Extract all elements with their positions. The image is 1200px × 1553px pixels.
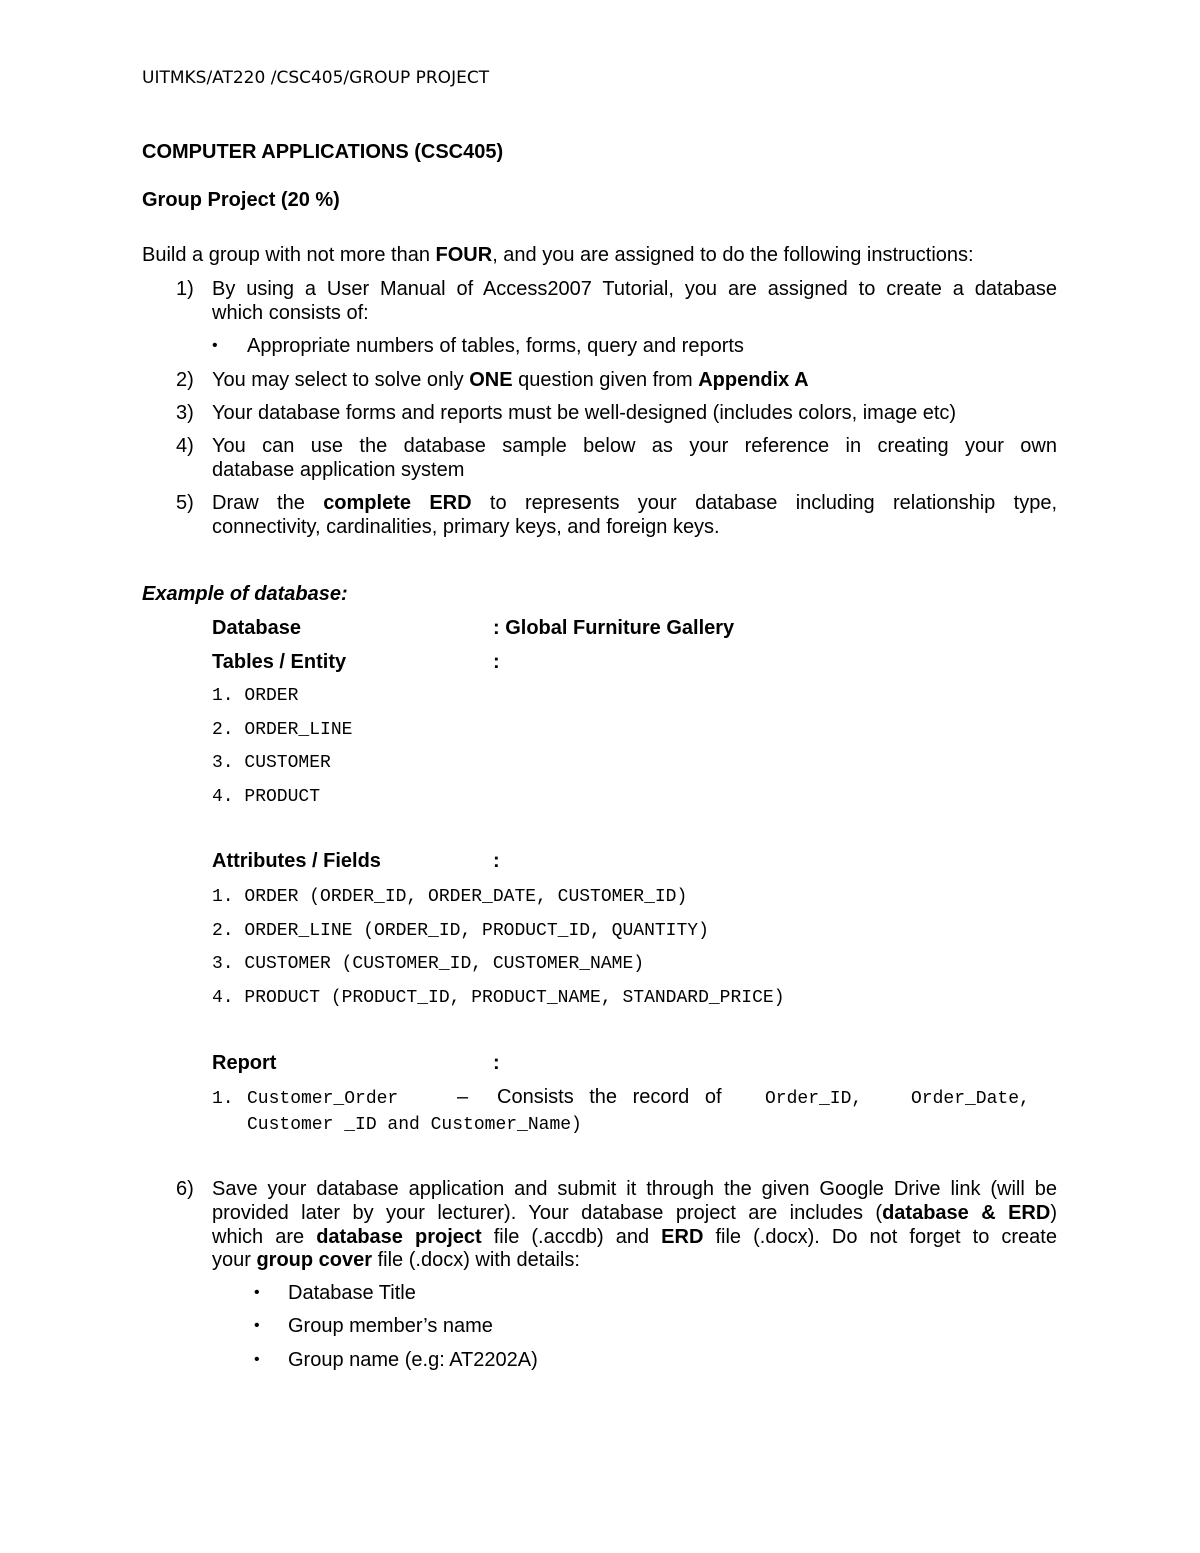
bullet-icon: • — [254, 1284, 260, 1301]
instruction-5-line-2: connectivity, cardinalities, primary keys, and foreign keys. — [212, 516, 720, 538]
report-code-customer-order: Customer_Order — [247, 1089, 399, 1109]
report-code-order-date: Order_Date, — [911, 1089, 1030, 1109]
report-colon: : — [493, 1052, 500, 1074]
detail-item: Group name (e.g: AT2202A) — [288, 1349, 538, 1371]
instruction-2-bold-one: ONE — [469, 369, 513, 391]
example-heading: Example of database: — [142, 583, 348, 605]
report-dash: – — [457, 1086, 469, 1108]
intro-text-post: , and you are assigned to do the following instructions: — [492, 244, 974, 266]
instruction-5-post: to represents your database including relationship type, — [471, 492, 1057, 514]
attributes-colon: : — [493, 850, 500, 872]
document-subtitle: Group Project (20 %) — [142, 189, 340, 211]
instruction-6-line-4-bold: group cover — [256, 1249, 373, 1271]
instruction-1-bullet: Appropriate numbers of tables, forms, query and reports — [247, 335, 744, 357]
instruction-1-line-2: which consists of: — [212, 302, 369, 324]
instruction-1-line-1: By using a User Manual of Access2007 Tutorial, you are assigned to create a database — [212, 278, 1057, 300]
instruction-2-bold-appendix: Appendix A — [698, 369, 809, 391]
instruction-number: 2) — [176, 369, 194, 391]
instruction-6-line-2-pre: provided later by your lecturer). Your database project are includes ( — [212, 1202, 883, 1224]
intro-paragraph — [142, 244, 974, 267]
tables-label: Tables / Entity — [212, 651, 347, 673]
database-label: Database — [212, 617, 301, 639]
instruction-number: 5) — [176, 492, 194, 514]
instruction-4-line-2: database application system — [212, 459, 465, 481]
instruction-number: 4) — [176, 435, 194, 457]
instruction-6-line-2-bold: database & ERD — [882, 1202, 1051, 1224]
instruction-6-line-3 — [212, 1226, 1057, 1250]
bullet-icon: • — [254, 1317, 260, 1334]
tables-colon: : — [493, 651, 500, 673]
detail-item: Group member’s name — [288, 1315, 493, 1337]
instruction-6-line-3-bold-project: database project — [316, 1226, 482, 1248]
attribute-item: 2. ORDER_LINE (ORDER_ID, PRODUCT_ID, QUANTITY) — [212, 921, 709, 941]
instruction-6-line-4-pre: your — [212, 1249, 257, 1271]
instruction-6-line-3-bold-erd: ERD — [661, 1226, 704, 1248]
table-item: 4. PRODUCT — [212, 787, 321, 807]
intro-text-pre: Build a group with not more than — [142, 244, 436, 266]
table-item: 1. ORDER — [212, 686, 299, 706]
instruction-6-line-4 — [212, 1249, 580, 1272]
attributes-label: Attributes / Fields — [212, 850, 381, 872]
instruction-number: 6) — [176, 1178, 194, 1200]
report-label: Report — [212, 1052, 277, 1074]
instruction-3: Your database forms and reports must be well-designed (includes colors, image etc) — [212, 402, 957, 424]
attribute-item: 3. CUSTOMER (CUSTOMER_ID, CUSTOMER_NAME) — [212, 954, 645, 974]
instruction-6-line-3-post: file (.docx). Do not forget to create — [703, 1226, 1057, 1248]
document-title: COMPUTER APPLICATIONS (CSC405) — [142, 141, 504, 163]
instruction-6-line-1: Save your database application and submit it through the given Google Drive link (will be — [212, 1178, 1057, 1200]
attribute-item: 1. ORDER (ORDER_ID, ORDER_DATE, CUSTOMER_ID) — [212, 887, 688, 907]
report-number: 1. — [212, 1089, 234, 1109]
instruction-number: 1) — [176, 278, 194, 300]
instruction-6-line-3-mid: file (.accdb) and — [481, 1226, 662, 1248]
instruction-5-bold: complete ERD — [323, 492, 472, 514]
detail-item: Database Title — [288, 1282, 416, 1304]
instruction-6-line-2-post: ) — [1050, 1202, 1057, 1224]
report-code-order-id: Order_ID, — [765, 1089, 863, 1109]
instruction-number: 3) — [176, 402, 194, 424]
instruction-5-pre: Draw the — [212, 492, 324, 514]
table-item: 3. CUSTOMER — [212, 753, 331, 773]
database-value: : Global Furniture Gallery — [493, 617, 735, 639]
bullet-icon: • — [254, 1351, 260, 1368]
instruction-2-mid: question given from — [512, 369, 699, 391]
table-item: 2. ORDER_LINE — [212, 720, 353, 740]
report-line-2: Customer _ID and Customer_Name) — [247, 1115, 582, 1135]
instruction-2-pre: You may select to solve only — [212, 369, 470, 391]
instruction-6-line-4-post: file (.docx) with details: — [372, 1249, 580, 1271]
attribute-item: 4. PRODUCT (PRODUCT_ID, PRODUCT_NAME, STANDARD_PRICE) — [212, 988, 785, 1008]
instruction-6-line-3-pre: which are — [212, 1226, 317, 1248]
instruction-2 — [212, 369, 809, 392]
report-text: Consists the record of — [497, 1086, 722, 1108]
page-header: UITMKS/AT220 /CSC405/GROUP PROJECT — [142, 68, 490, 88]
intro-text-bold: FOUR — [435, 244, 493, 266]
instruction-6-line-2 — [212, 1202, 1057, 1226]
instruction-4-line-1: You can use the database sample below as your reference in creating your own — [212, 435, 1057, 457]
instruction-5-line-1 — [212, 492, 1057, 516]
bullet-icon: • — [212, 337, 218, 354]
